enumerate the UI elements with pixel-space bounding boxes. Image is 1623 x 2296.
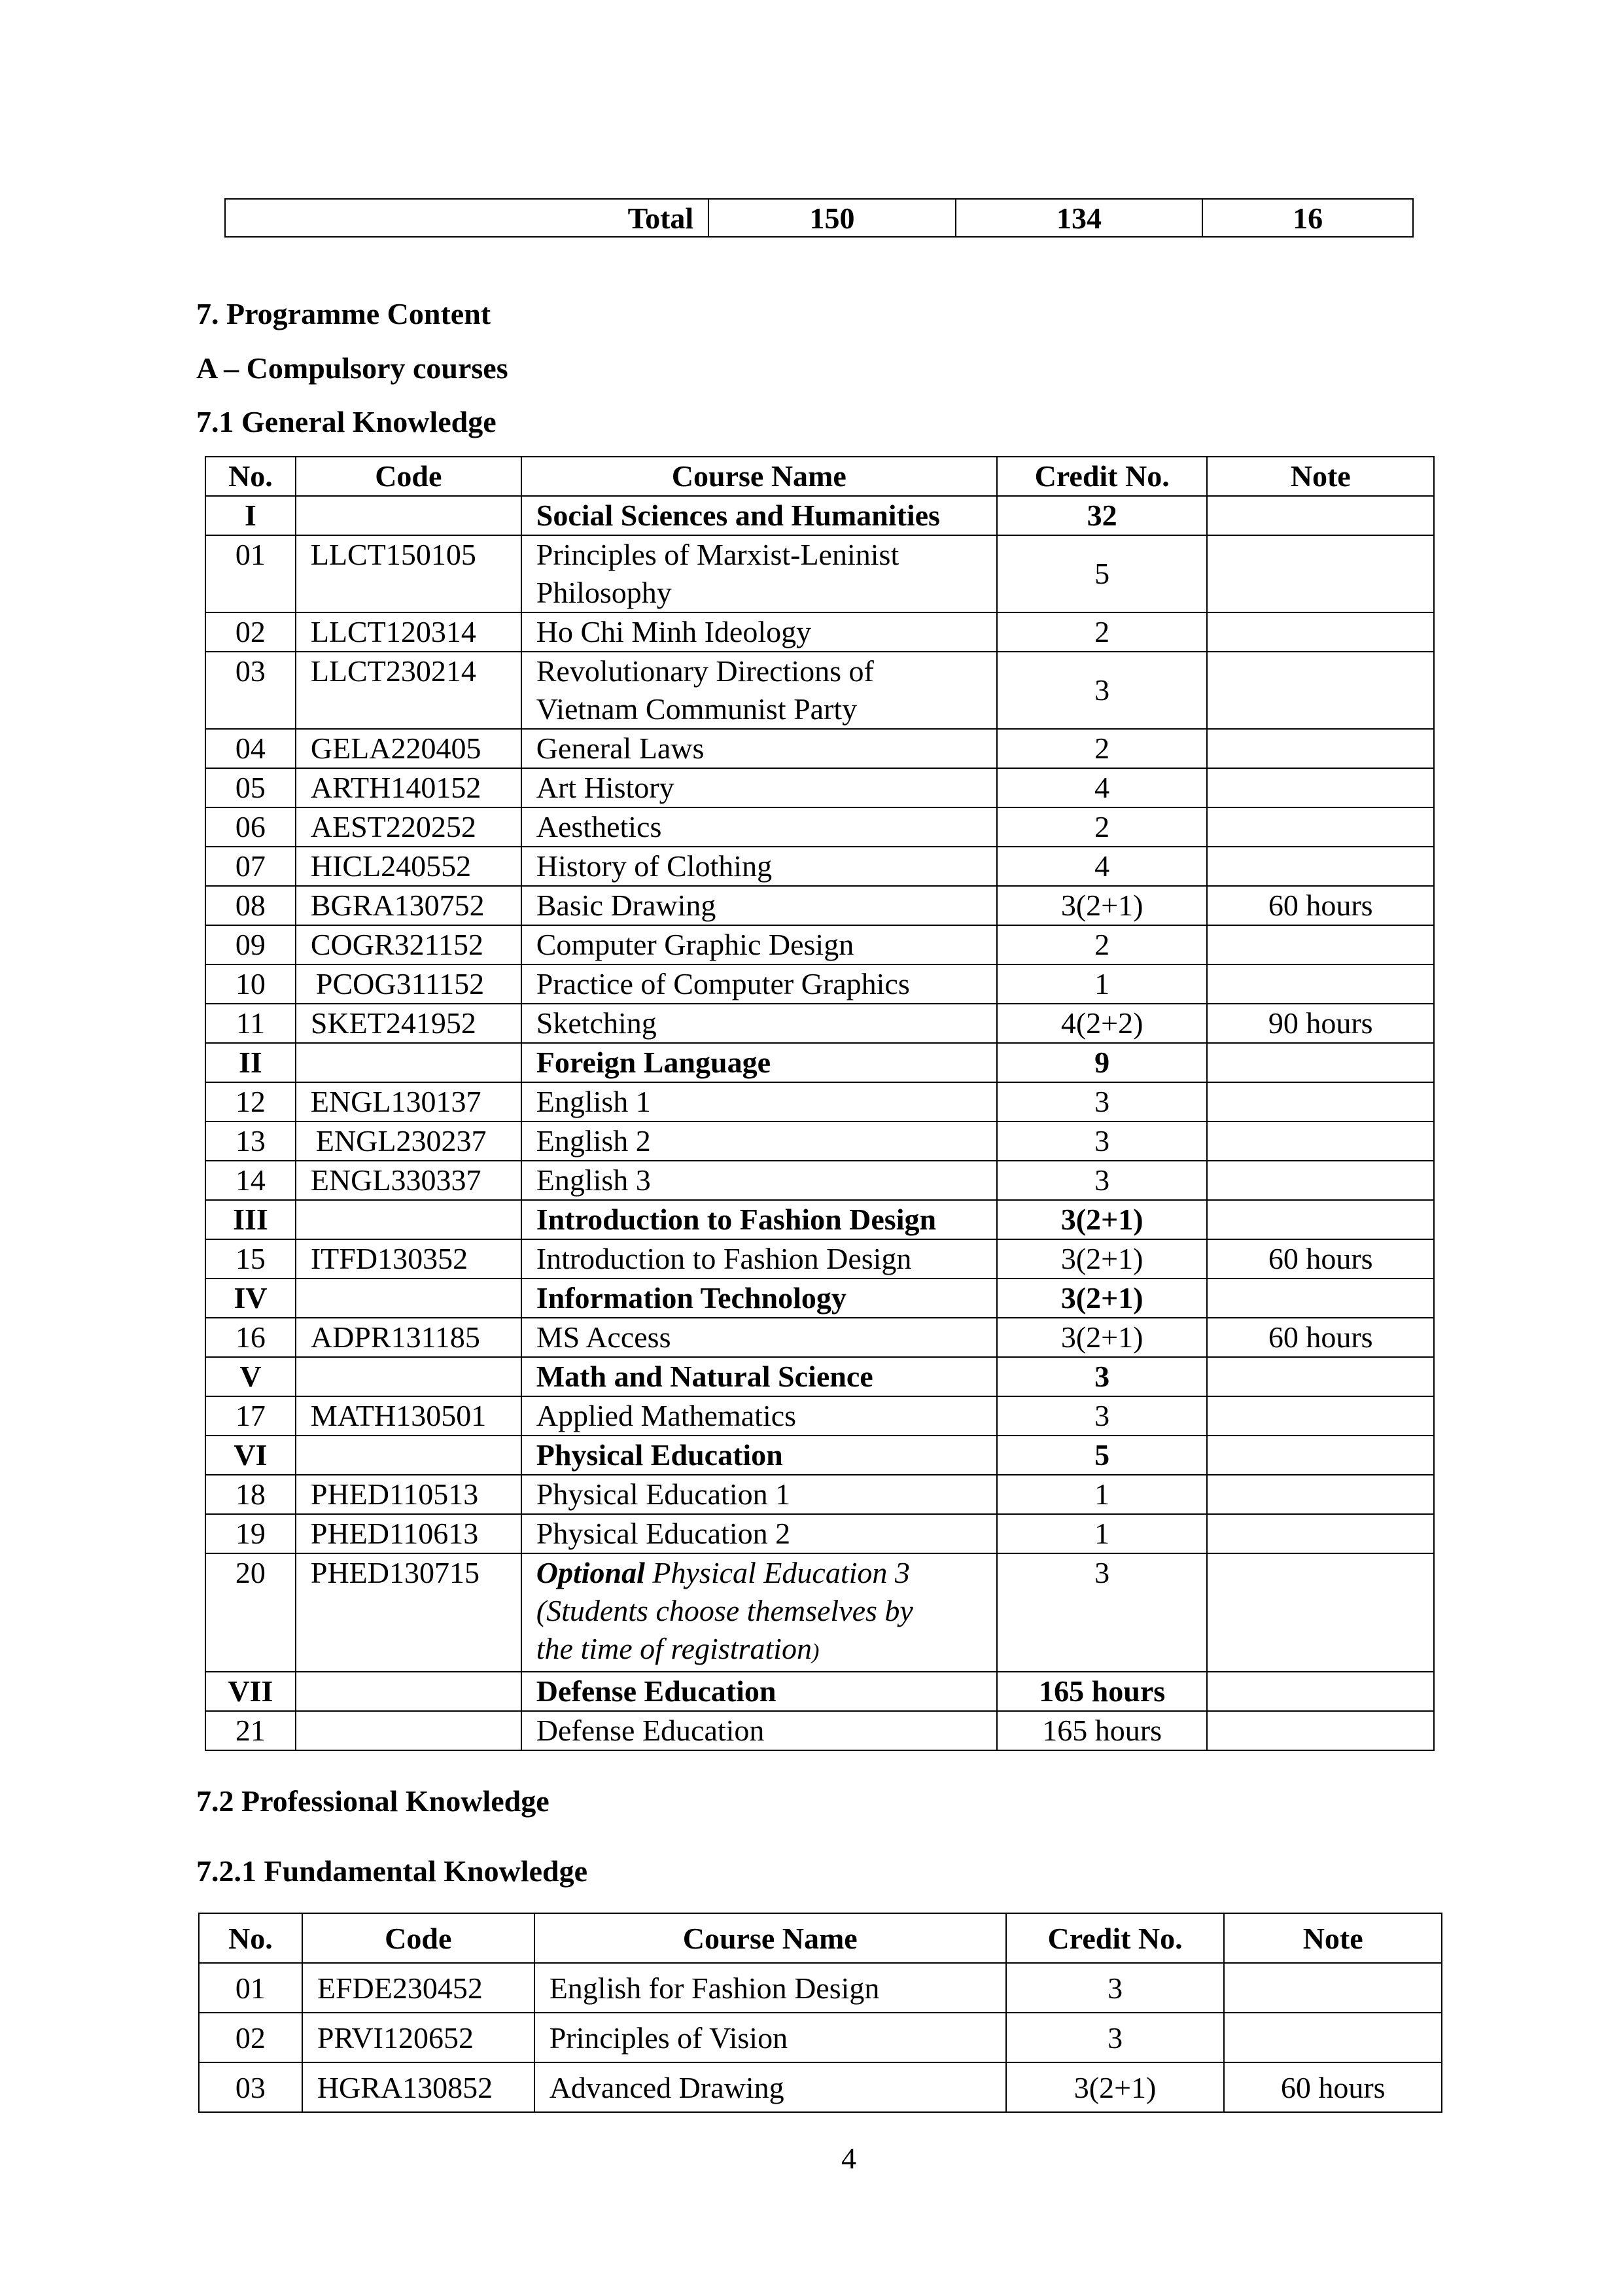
row-credit: 1 bbox=[997, 1475, 1208, 1514]
section-no: II bbox=[205, 1043, 296, 1082]
total-table bbox=[224, 198, 1414, 238]
row-note bbox=[1224, 1963, 1442, 2013]
row-credit: 4 bbox=[997, 847, 1208, 886]
row-course-name: English 3 bbox=[521, 1161, 997, 1200]
header-course-name: Course Name bbox=[521, 457, 997, 496]
row-credit: 3 bbox=[997, 652, 1208, 729]
row-code: HICL240552 bbox=[296, 847, 521, 886]
course-name-line: Physical Education 3 bbox=[644, 1556, 910, 1589]
row-no: 12 bbox=[205, 1082, 296, 1122]
row-course-name: Advanced Drawing bbox=[534, 2062, 1006, 2112]
professional-knowledge-heading: 7.2 Professional Knowledge bbox=[196, 1784, 550, 1818]
row-code: MATH130501 bbox=[296, 1396, 521, 1436]
total-value: 134 bbox=[956, 199, 1203, 237]
row-no: 04 bbox=[205, 729, 296, 768]
row-course-name: Aesthetics bbox=[521, 807, 997, 847]
row-note bbox=[1207, 535, 1434, 612]
course-name-line: Vietnam Communist Party bbox=[536, 692, 858, 726]
table-row bbox=[199, 2013, 1442, 2062]
row-credit: 3 bbox=[1006, 1963, 1225, 2013]
row-note bbox=[1207, 925, 1434, 964]
row-course-name: Introduction to Fashion Design bbox=[521, 1239, 997, 1279]
row-code: LLCT150105 bbox=[296, 535, 521, 612]
row-code: LLCT230214 bbox=[296, 652, 521, 729]
header-course-name: Course Name bbox=[534, 1913, 1006, 1963]
section-name: Social Sciences and Humanities bbox=[521, 496, 997, 535]
row-no: 03 bbox=[205, 652, 296, 729]
section-row bbox=[205, 1279, 1434, 1318]
row-course-name: Physical Education 2 bbox=[521, 1514, 997, 1553]
row-no: 05 bbox=[205, 768, 296, 807]
row-course-name: Physical Education 1 bbox=[521, 1475, 997, 1514]
row-note: 90 hours bbox=[1207, 1004, 1434, 1043]
row-credit: 3 bbox=[1006, 2013, 1225, 2062]
table-row bbox=[205, 925, 1434, 964]
section-no: III bbox=[205, 1200, 296, 1239]
row-course-name: Basic Drawing bbox=[521, 886, 997, 925]
header-credit: Credit No. bbox=[1006, 1913, 1225, 1963]
row-code: EFDE230452 bbox=[302, 1963, 534, 2013]
row-code: COGR321152 bbox=[296, 925, 521, 964]
table-row bbox=[205, 886, 1434, 925]
row-no: 03 bbox=[199, 2062, 302, 2112]
row-code: PRVI120652 bbox=[302, 2013, 534, 2062]
row-credit: 3 bbox=[997, 1396, 1208, 1436]
row-credit: 3(2+1) bbox=[1006, 2062, 1225, 2112]
row-no: 17 bbox=[205, 1396, 296, 1436]
total-label: Total bbox=[225, 199, 708, 237]
section-name: Information Technology bbox=[521, 1279, 997, 1318]
row-no: 20 bbox=[205, 1553, 296, 1672]
section-no: IV bbox=[205, 1279, 296, 1318]
section-name: Defense Education bbox=[521, 1672, 997, 1711]
row-no: 19 bbox=[205, 1514, 296, 1553]
row-course-name: English 2 bbox=[521, 1122, 997, 1161]
row-code: LLCT120314 bbox=[296, 612, 521, 652]
row-course-name: Applied Mathematics bbox=[521, 1396, 997, 1436]
row-course-name: Principles of Vision bbox=[534, 2013, 1006, 2062]
row-no: 09 bbox=[205, 925, 296, 964]
row-credit: 4 bbox=[997, 768, 1208, 807]
row-note bbox=[1207, 652, 1434, 729]
table-row bbox=[205, 1161, 1434, 1200]
section-credit: 3(2+1) bbox=[997, 1200, 1208, 1239]
row-course-name: Defense Education bbox=[521, 1711, 997, 1750]
row-code: ENGL230237 bbox=[296, 1122, 521, 1161]
row-note: 60 hours bbox=[1207, 1318, 1434, 1357]
section-credit: 3 bbox=[997, 1357, 1208, 1396]
table-row bbox=[205, 729, 1434, 768]
row-code: ADPR131185 bbox=[296, 1318, 521, 1357]
row-code: ITFD130352 bbox=[296, 1239, 521, 1279]
table-row bbox=[205, 807, 1434, 847]
row-credit: 1 bbox=[997, 964, 1208, 1004]
section-credit: 3(2+1) bbox=[997, 1279, 1208, 1318]
row-course-name bbox=[521, 652, 997, 729]
row-no: 01 bbox=[199, 1963, 302, 2013]
course-name-line: (Students choose themselves by bbox=[536, 1594, 913, 1627]
table-row bbox=[205, 1553, 1434, 1672]
table-row bbox=[205, 847, 1434, 886]
row-credit: 2 bbox=[997, 807, 1208, 847]
row-no: 14 bbox=[205, 1161, 296, 1200]
row-course-name: Sketching bbox=[521, 1004, 997, 1043]
row-note: 60 hours bbox=[1224, 2062, 1442, 2112]
row-code: SKET241952 bbox=[296, 1004, 521, 1043]
row-course-name: Ho Chi Minh Ideology bbox=[521, 612, 997, 652]
course-name-line: Philosophy bbox=[536, 576, 672, 609]
section-credit: 5 bbox=[997, 1436, 1208, 1475]
general-knowledge-heading: 7.1 General Knowledge bbox=[196, 405, 497, 438]
section-credit: 32 bbox=[997, 496, 1208, 535]
row-note bbox=[1207, 1082, 1434, 1122]
course-name-line: Principles of Marxist-Leninist bbox=[536, 538, 899, 571]
row-no: 18 bbox=[205, 1475, 296, 1514]
row-course-name: Art History bbox=[521, 768, 997, 807]
row-credit: 2 bbox=[997, 925, 1208, 964]
row-no: 11 bbox=[205, 1004, 296, 1043]
row-credit: 3(2+1) bbox=[997, 1239, 1208, 1279]
header-no: No. bbox=[199, 1913, 302, 1963]
row-code bbox=[296, 1711, 521, 1750]
table-row bbox=[205, 964, 1434, 1004]
row-code: HGRA130852 bbox=[302, 2062, 534, 2112]
row-code: PHED110513 bbox=[296, 1475, 521, 1514]
row-no: 07 bbox=[205, 847, 296, 886]
row-no: 21 bbox=[205, 1711, 296, 1750]
header-code: Code bbox=[296, 457, 521, 496]
section-name: Math and Natural Science bbox=[521, 1357, 997, 1396]
section-no: VII bbox=[205, 1672, 296, 1711]
section-row bbox=[205, 1200, 1434, 1239]
section-row bbox=[205, 496, 1434, 535]
row-no: 13 bbox=[205, 1122, 296, 1161]
row-note: 60 hours bbox=[1207, 1239, 1434, 1279]
row-credit: 5 bbox=[997, 535, 1208, 612]
table-row bbox=[205, 1004, 1434, 1043]
table-header-row bbox=[205, 457, 1434, 496]
row-credit: 3(2+1) bbox=[997, 1318, 1208, 1357]
row-no: 15 bbox=[205, 1239, 296, 1279]
table-row bbox=[205, 1475, 1434, 1514]
row-note bbox=[1224, 2013, 1442, 2062]
section-no: V bbox=[205, 1357, 296, 1396]
row-code: PHED110613 bbox=[296, 1514, 521, 1553]
row-course-name: History of Clothing bbox=[521, 847, 997, 886]
row-no: 08 bbox=[205, 886, 296, 925]
row-credit: 3 bbox=[997, 1161, 1208, 1200]
row-course-name: English 1 bbox=[521, 1082, 997, 1122]
table-row bbox=[205, 1318, 1434, 1357]
row-credit: 1 bbox=[997, 1514, 1208, 1553]
table-row bbox=[205, 1239, 1434, 1279]
total-value: 16 bbox=[1202, 199, 1413, 237]
page-number: 4 bbox=[841, 2142, 856, 2175]
row-credit: 4(2+2) bbox=[997, 1004, 1208, 1043]
row-course-name bbox=[521, 1553, 997, 1672]
total-row bbox=[225, 199, 1413, 237]
general-knowledge-table bbox=[205, 456, 1435, 1751]
header-code: Code bbox=[302, 1913, 534, 1963]
table-row bbox=[205, 1514, 1434, 1553]
row-course-name: Practice of Computer Graphics bbox=[521, 964, 997, 1004]
closing-paren: ) bbox=[811, 1640, 820, 1664]
row-note bbox=[1207, 1711, 1434, 1750]
section-no: VI bbox=[205, 1436, 296, 1475]
row-code: ENGL130137 bbox=[296, 1082, 521, 1122]
compulsory-heading: A – Compulsory courses bbox=[196, 351, 508, 385]
row-credit: 165 hours bbox=[997, 1711, 1208, 1750]
table-row bbox=[205, 1711, 1434, 1750]
table-row bbox=[205, 1082, 1434, 1122]
row-note bbox=[1207, 807, 1434, 847]
section-credit: 9 bbox=[997, 1043, 1208, 1082]
row-no: 16 bbox=[205, 1318, 296, 1357]
row-no: 06 bbox=[205, 807, 296, 847]
course-name-line: the time of registration bbox=[536, 1632, 812, 1665]
row-no: 10 bbox=[205, 964, 296, 1004]
section-row bbox=[205, 1672, 1434, 1711]
header-note: Note bbox=[1207, 457, 1434, 496]
table-row bbox=[205, 535, 1434, 612]
row-note bbox=[1207, 1122, 1434, 1161]
header-note: Note bbox=[1224, 1913, 1442, 1963]
section-no: I bbox=[205, 496, 296, 535]
table-row bbox=[205, 768, 1434, 807]
row-note bbox=[1207, 964, 1434, 1004]
section-row bbox=[205, 1357, 1434, 1396]
row-code: GELA220405 bbox=[296, 729, 521, 768]
table-header-row bbox=[199, 1913, 1442, 1963]
table-row bbox=[205, 652, 1434, 729]
table-row bbox=[205, 1396, 1434, 1436]
row-course-name bbox=[521, 535, 997, 612]
row-course-name: English for Fashion Design bbox=[534, 1963, 1006, 2013]
row-credit: 3 bbox=[997, 1082, 1208, 1122]
course-name-line: Revolutionary Directions of bbox=[536, 654, 874, 688]
fundamental-knowledge-heading: 7.2.1 Fundamental Knowledge bbox=[196, 1854, 588, 1888]
table-row bbox=[205, 1122, 1434, 1161]
optional-label: Optional bbox=[536, 1556, 645, 1589]
total-value: 150 bbox=[708, 199, 956, 237]
row-note bbox=[1207, 612, 1434, 652]
row-note bbox=[1207, 1475, 1434, 1514]
row-code: ENGL330337 bbox=[296, 1161, 521, 1200]
row-code: AEST220252 bbox=[296, 807, 521, 847]
programme-content-heading: 7. Programme Content bbox=[196, 297, 491, 330]
row-code: ARTH140152 bbox=[296, 768, 521, 807]
section-credit: 165 hours bbox=[997, 1672, 1208, 1711]
row-credit: 3 bbox=[997, 1553, 1208, 1672]
row-credit: 2 bbox=[997, 729, 1208, 768]
row-credit: 2 bbox=[997, 612, 1208, 652]
row-code: PHED130715 bbox=[296, 1553, 521, 1672]
row-course-name: MS Access bbox=[521, 1318, 997, 1357]
fundamental-knowledge-table bbox=[198, 1913, 1442, 2113]
section-name: Foreign Language bbox=[521, 1043, 997, 1082]
row-note bbox=[1207, 847, 1434, 886]
row-course-name: General Laws bbox=[521, 729, 997, 768]
row-credit: 3(2+1) bbox=[997, 886, 1208, 925]
row-note: 60 hours bbox=[1207, 886, 1434, 925]
row-credit: 3 bbox=[997, 1122, 1208, 1161]
section-name: Physical Education bbox=[521, 1436, 997, 1475]
row-code: BGRA130752 bbox=[296, 886, 521, 925]
table-row bbox=[199, 1963, 1442, 2013]
row-note bbox=[1207, 1161, 1434, 1200]
header-credit: Credit No. bbox=[997, 457, 1208, 496]
row-code: PCOG311152 bbox=[296, 964, 521, 1004]
row-note bbox=[1207, 768, 1434, 807]
table-row bbox=[199, 2062, 1442, 2112]
table-row bbox=[205, 612, 1434, 652]
row-note bbox=[1207, 1514, 1434, 1553]
row-no: 02 bbox=[199, 2013, 302, 2062]
row-no: 02 bbox=[205, 612, 296, 652]
section-row bbox=[205, 1043, 1434, 1082]
row-note bbox=[1207, 1553, 1434, 1672]
section-row bbox=[205, 1436, 1434, 1475]
section-name: Introduction to Fashion Design bbox=[521, 1200, 997, 1239]
row-note bbox=[1207, 1396, 1434, 1436]
header-no: No. bbox=[205, 457, 296, 496]
row-note bbox=[1207, 729, 1434, 768]
row-no: 01 bbox=[205, 535, 296, 612]
row-course-name: Computer Graphic Design bbox=[521, 925, 997, 964]
